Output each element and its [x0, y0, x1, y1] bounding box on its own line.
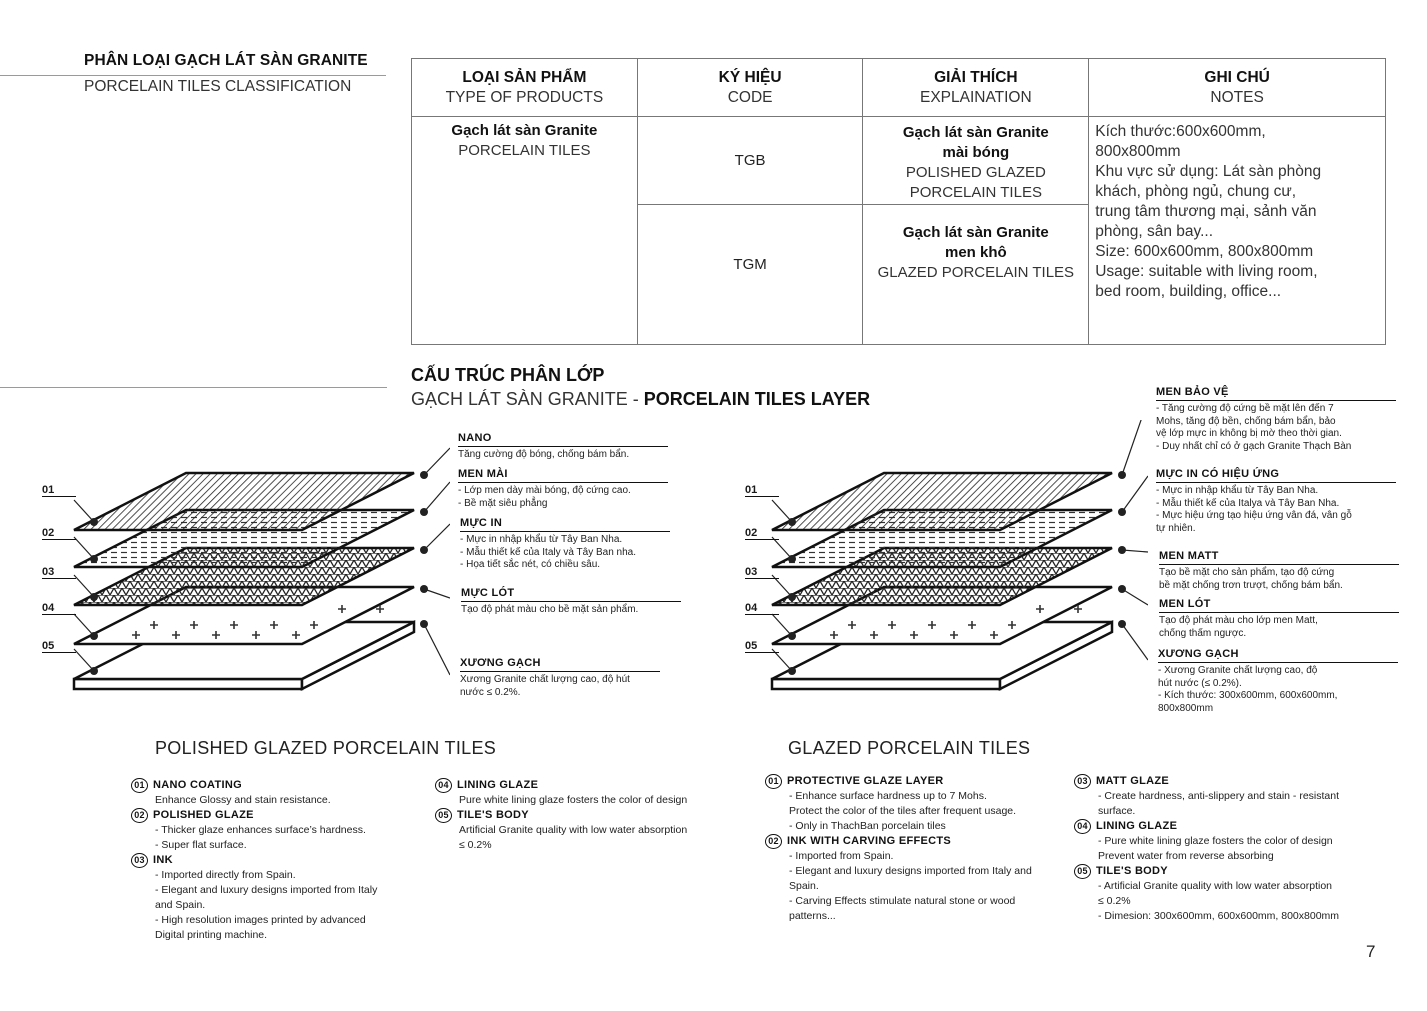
feature-title: INK: [153, 854, 173, 866]
note-line: 800x800mm: [1095, 143, 1181, 160]
feature-line: - Pure white lining glaze fosters the color of design: [1098, 835, 1333, 847]
feature-line: - Elegant and luxury designs imported from Italy and: [789, 865, 1032, 877]
callout-xuong-gach: [1158, 648, 1398, 715]
header-notes-en: NOTES: [1210, 88, 1264, 106]
callout-men-matt: [1159, 550, 1399, 592]
feature-title: INK WITH CARVING EFFECTS: [787, 835, 952, 847]
feature-heading: [134, 808, 425, 823]
callout-line: Tăng cường độ bóng, chống bám bẩn.: [458, 449, 630, 460]
callout-men-lot: [1159, 598, 1399, 640]
leader-line: [1122, 420, 1148, 475]
feature-line: Digital printing machine.: [155, 929, 268, 941]
feature-item: [438, 808, 734, 853]
callout-line: Tạo bề mặt cho sản phẩm, tạo độ cứng: [1159, 567, 1335, 578]
callout-line: tự nhiên.: [1156, 522, 1196, 534]
subtitle-plain: GẠCH LÁT SÀN GRANITE -: [411, 389, 644, 409]
product-type-en: PORCELAIN TILES: [458, 142, 591, 159]
leader-line: [1122, 624, 1148, 660]
feature-title: LINING GLAZE: [1096, 820, 1178, 832]
leader-line: [424, 589, 450, 598]
feature-title: POLISHED GLAZE: [153, 809, 254, 821]
feature-line: Enhance Glossy and stain resistance.: [155, 794, 331, 806]
number-badge-icon: 04: [435, 778, 452, 793]
callout-muc-lot: [461, 587, 681, 617]
feature-title: LINING GLAZE: [457, 779, 539, 791]
code-tgb: TGB: [734, 151, 766, 169]
number-badge-icon: 03: [131, 853, 148, 868]
feature-item: [134, 808, 425, 853]
number-badge-icon: 01: [131, 778, 148, 793]
leader-line: [424, 624, 450, 675]
divider: [0, 75, 386, 76]
feature-item: [1077, 774, 1393, 819]
callout-line: - Xương Granite chất lượng cao, độ: [1158, 665, 1318, 676]
note-line: Khu vực sử dụng: Lát sàn phòng: [1095, 163, 1322, 180]
feature-title: PROTECTIVE GLAZE LAYER: [787, 775, 944, 787]
layer-number-02: 02: [745, 527, 779, 540]
callout-men-bao-ve: [1156, 386, 1396, 453]
feature-line: - Create hardness, anti-slippery and stain - resistant: [1098, 790, 1340, 802]
callout-line: - Mực hiệu ứng tạo hiệu ứng vân đá, vân gỗ: [1156, 510, 1352, 521]
header-type-en: TYPE OF PRODUCTS: [445, 88, 604, 106]
callout-title: XƯƠNG GẠCH: [460, 657, 660, 672]
header-notes-vi: GHI CHÚ: [1204, 68, 1270, 86]
feature-line: surface.: [1098, 805, 1136, 817]
callout-xuong-gach: [460, 657, 660, 699]
callout-muc-in-hieu-ung: [1156, 468, 1396, 535]
callout-line: hút nước (≤ 0.2%).: [1158, 677, 1242, 689]
subtitle-bold: PORCELAIN TILES LAYER: [643, 389, 871, 409]
feature-line: ≤ 0.2%: [1098, 895, 1131, 907]
number-badge-icon: 04: [1074, 819, 1091, 834]
feature-item: [1077, 819, 1393, 864]
explain-cell: [863, 117, 1089, 205]
glazed-list-col2: [1077, 774, 1393, 924]
feature-item: [768, 774, 1074, 834]
callout-line: - Mực in nhập khẩu từ Tây Ban Nha.: [460, 534, 623, 545]
number-badge-icon: 01: [765, 774, 782, 789]
header-explain-vi: GIẢI THÍCH: [934, 68, 1018, 86]
feature-item: [768, 834, 1074, 924]
feature-line: - Only in ThachBan porcelain tiles: [789, 820, 946, 832]
code-cell: [637, 205, 863, 345]
leader-line: [74, 500, 94, 522]
layer-number-01: 01: [745, 484, 779, 497]
feature-title: TILE'S BODY: [1096, 865, 1168, 877]
polished-tile-layer-diagram: [30, 420, 450, 710]
callout-title: XƯƠNG GẠCH: [1158, 648, 1398, 663]
feature-line: and Spain.: [155, 899, 206, 911]
product-type-cell: [412, 117, 638, 345]
slab-front: [74, 679, 302, 689]
feature-line: - Imported from Spain.: [789, 850, 894, 862]
feature-line: - Carving Effects stimulate natural stone or wood: [789, 895, 1016, 907]
glazed-tile-layer-diagram: [728, 420, 1148, 710]
callout-title: MEN BẢO VỆ: [1156, 386, 1396, 401]
layer-number-05: 05: [745, 640, 779, 653]
code-tgm: TGM: [733, 255, 767, 273]
note-line: khách, phòng ngủ, chung cư,: [1095, 183, 1297, 200]
header-code-vi: KÝ HIỆU: [718, 68, 782, 86]
feature-item: [134, 778, 425, 808]
explain-en: GLAZED PORCELAIN TILES: [877, 264, 1075, 281]
number-badge-icon: 02: [765, 834, 782, 849]
callout-line: - Họa tiết sắc nét, có chiều sâu.: [460, 559, 601, 570]
explain-vi: Gạch lát sàn Granite: [902, 224, 1049, 241]
feature-heading: [1077, 864, 1393, 879]
explain-cell: [863, 205, 1089, 345]
feature-heading: [768, 834, 1074, 849]
note-line: Kích thước:600x600mm,: [1095, 123, 1266, 140]
callout-title: MEN LÓT: [1159, 598, 1399, 613]
layer-number-03: 03: [42, 566, 76, 579]
number-badge-icon: 03: [1074, 774, 1091, 789]
callout-line: Tạo độ phát màu cho bề mặt sản phẩm.: [461, 604, 639, 615]
header-type: [412, 59, 638, 117]
layer-shapes: [772, 473, 1112, 689]
header-type-vi: LOẠI SẢN PHẨM: [462, 68, 587, 86]
feature-heading: [1077, 774, 1393, 789]
callout-nano: [458, 432, 668, 462]
leader-line: [772, 537, 792, 559]
note-line: bed room, building, office...: [1095, 283, 1282, 300]
layer-structure-title: CẤU TRÚC PHÂN LỚP: [411, 365, 605, 385]
header-code: [637, 59, 863, 117]
callout-title: MEN MATT: [1159, 550, 1399, 565]
callout-line: vệ lớp mực in không bị mờ theo thời gian.: [1156, 428, 1342, 439]
callout-title: MỰC LÓT: [461, 587, 681, 602]
explain-vi: mài bóng: [942, 144, 1010, 161]
number-badge-icon: 05: [1074, 864, 1091, 879]
layer-number-04: 04: [745, 602, 779, 615]
feature-line: - Dimesion: 300x600mm, 600x600mm, 800x800mm: [1098, 910, 1340, 922]
leader-line: [74, 575, 94, 597]
layer-number-01: 01: [42, 484, 76, 497]
classification-title: PHÂN LOẠI GẠCH LÁT SÀN GRANITE: [84, 52, 368, 69]
layer-number-04: 04: [42, 602, 76, 615]
explain-en: POLISHED GLAZED: [905, 164, 1046, 181]
callout-line: Tạo độ phát màu cho lớp men Matt,: [1159, 615, 1318, 626]
feature-line: - High resolution images printed by advanced: [155, 914, 366, 926]
callout-line: - Mẫu thiết kế của Italya và Tây Ban Nha.: [1156, 497, 1340, 509]
callout-line: nước ≤ 0.2%.: [460, 686, 521, 698]
leader-line: [1122, 476, 1148, 512]
callout-title: NANO: [458, 432, 668, 447]
layer-structure-subtitle: [411, 389, 870, 410]
feature-line: Artificial Granite quality with low water absorption: [459, 824, 688, 836]
feature-item: [134, 853, 425, 943]
callout-line: - Mẫu thiết kế của Italy và Tây Ban nha.: [460, 546, 637, 558]
feature-heading: [1077, 819, 1393, 834]
feature-line: Pure white lining glaze fosters the color of design: [459, 794, 688, 806]
feature-line: - Imported directly from Spain.: [155, 869, 296, 881]
leader-line: [1122, 550, 1148, 552]
tile-layers: [74, 448, 450, 689]
tile-layers: [772, 420, 1148, 689]
callout-line: - Duy nhất chỉ có ở gạch Granite Thạch Bàn: [1156, 440, 1352, 452]
feature-heading: [438, 778, 734, 793]
callout-line: Xương Granite chất lượng cao, độ hút: [460, 674, 630, 685]
leader-line: [772, 500, 792, 522]
feature-line: Prevent water from reverse absorbing: [1098, 850, 1274, 862]
feature-title: NANO COATING: [153, 779, 242, 791]
callout-title: MỰC IN CÓ HIỆU ỨNG: [1156, 468, 1396, 483]
feature-heading: [134, 778, 425, 793]
callout-line: chống thấm ngược.: [1159, 627, 1247, 639]
feature-heading: [134, 853, 425, 868]
feature-line: - Elegant and luxury designs imported from Italy: [155, 884, 378, 896]
divider: [0, 387, 387, 388]
product-type-vi: Gạch lát sàn Granite: [451, 122, 598, 139]
explain-vi: Gạch lát sàn Granite: [902, 124, 1049, 141]
callout-muc-in: [460, 517, 670, 572]
table-header-row: [412, 59, 1386, 117]
leader-line: [424, 524, 450, 550]
glazed-title: GLAZED PORCELAIN TILES: [788, 738, 1031, 758]
feature-line: ≤ 0.2%: [459, 839, 492, 851]
number-badge-icon: 02: [131, 808, 148, 823]
polished-title: POLISHED GLAZED PORCELAIN TILES: [155, 738, 497, 758]
page-number: 7: [1366, 942, 1376, 961]
layer-number-03: 03: [745, 566, 779, 579]
callout-line: Mohs, tăng độ bền, chống bám bẩn, bảo: [1156, 415, 1336, 427]
callout-line: - Tăng cường độ cứng bề mặt lên đến 7: [1156, 403, 1334, 414]
leader-line: [74, 537, 94, 559]
feature-title: TILE'S BODY: [457, 809, 529, 821]
callout-line: - Bề mặt siêu phẳng: [458, 497, 548, 509]
feature-line: - Artificial Granite quality with low water absorption: [1098, 880, 1333, 892]
leader-line: [74, 614, 94, 636]
notes-cell: [1089, 117, 1386, 345]
explain-vi: men khô: [944, 244, 1007, 261]
explain-en: PORCELAIN TILES: [909, 184, 1042, 201]
feature-line: - Super flat surface.: [155, 839, 247, 851]
leader-line: [772, 614, 792, 636]
feature-heading: [438, 808, 734, 823]
callout-title: MEN MÀI: [458, 468, 668, 483]
polished-list-col2: [438, 778, 734, 853]
classification-subtitle: PORCELAIN TILES CLASSIFICATION: [84, 78, 352, 95]
feature-line: Protect the color of the tiles after frequent usage.: [789, 805, 1017, 817]
number-badge-icon: 05: [435, 808, 452, 823]
feature-line: patterns...: [789, 910, 836, 922]
feature-title: MATT GLAZE: [1096, 775, 1170, 787]
leader-line: [74, 649, 94, 671]
feature-item: [1077, 864, 1393, 924]
callout-line: bề mặt chống trơn trượt, chống bám bẩn.: [1159, 579, 1343, 591]
header-explain: [863, 59, 1089, 117]
feature-line: - Enhance surface hardness up to 7 Mohs.: [789, 790, 987, 802]
table-row: [412, 117, 1386, 205]
note-line: Usage: suitable with living room,: [1095, 263, 1318, 280]
header-notes: [1089, 59, 1386, 117]
glazed-list-col1: [768, 774, 1074, 924]
feature-item: [438, 778, 734, 808]
callout-line: 800x800mm: [1158, 702, 1214, 714]
leader-line: [424, 448, 450, 475]
leader-line: [424, 482, 450, 512]
callout-line: - Lớp men dày mài bóng, độ cứng cao.: [458, 485, 631, 496]
feature-heading: [768, 774, 1074, 789]
note-line: phòng, sân bay...: [1095, 223, 1214, 240]
feature-line: - Thicker glaze enhances surface’s hardness.: [155, 824, 366, 836]
note-line: Size: 600x600mm, 800x800mm: [1095, 243, 1314, 260]
leader-line: [1122, 589, 1148, 605]
header-code-en: CODE: [727, 88, 773, 106]
classification-table: [411, 58, 1386, 345]
layer-shapes: [74, 473, 414, 689]
feature-line: Spain.: [789, 880, 819, 892]
note-line: trung tâm thương mại, sảnh văn: [1095, 203, 1317, 220]
callout-line: - Mực in nhập khẩu từ Tây Ban Nha.: [1156, 485, 1319, 496]
polished-list-col1: [134, 778, 425, 943]
callout-men-mai: [458, 468, 668, 510]
callout-title: MỰC IN: [460, 517, 670, 532]
callout-line: - Kích thước: 300x600mm, 600x600mm,: [1158, 690, 1338, 701]
slab-front: [772, 679, 1000, 689]
code-cell: [637, 117, 863, 205]
header-explain-en: EXPLAINATION: [919, 88, 1032, 106]
layer-number-02: 02: [42, 527, 76, 540]
layer-number-05: 05: [42, 640, 76, 653]
